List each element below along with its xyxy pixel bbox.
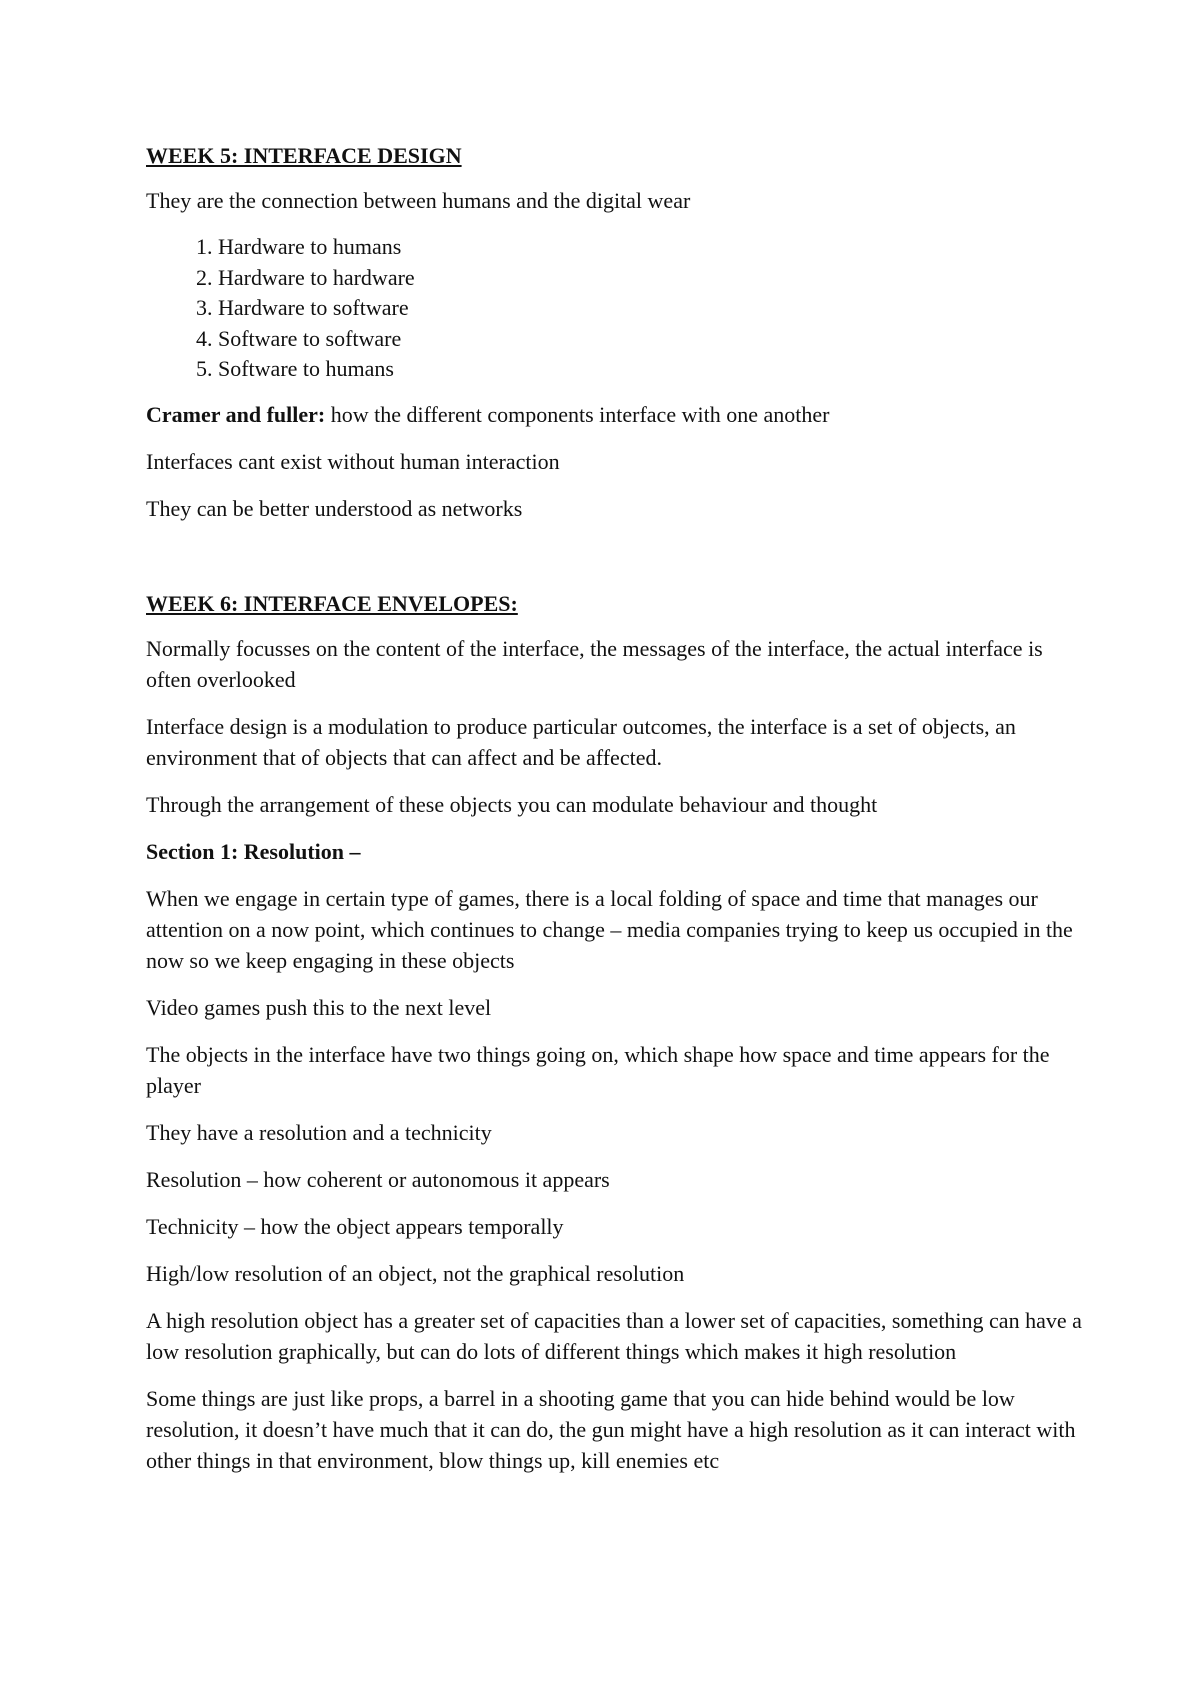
week5-paragraph: Interfaces cant exist without human interaction <box>146 448 560 474</box>
week5-heading: WEEK 5: INTERFACE DESIGN <box>146 143 462 168</box>
week6-paragraph: A high resolution object has a greater set of capacities than a lower set of capacities, something can have a low resolution graphically, but can do lots of different things which makes it high resolution <box>146 1307 1082 1364</box>
cramer-paragraph <box>146 399 1086 430</box>
list-item: 3. Hardware to software <box>218 293 1086 324</box>
interface-types-list <box>146 232 1086 385</box>
cramer-text: how the different components interface with one another <box>325 401 830 427</box>
section-gap <box>146 540 1086 588</box>
list-item: 5. Software to humans <box>218 354 1086 385</box>
week5-paragraph: They can be better understood as networks <box>146 495 523 521</box>
week6-paragraph: Video games push this to the next level <box>146 994 492 1020</box>
week6-paragraph: Technicity – how the object appears temporally <box>146 1213 564 1239</box>
week6-paragraph: They have a resolution and a technicity <box>146 1119 492 1145</box>
document-page <box>146 140 1086 1492</box>
week6-paragraph: Normally focusses on the content of the interface, the messages of the interface, the actual interface is often overlooked <box>146 635 1043 692</box>
week5-intro: They are the connection between humans and the digital wear <box>146 188 691 213</box>
list-item: 4. Software to software <box>218 324 1086 355</box>
list-item: 1. Hardware to humans <box>218 232 1086 263</box>
week6-paragraph: When we engage in certain type of games, there is a local folding of space and time that manages our attention on a now point, which continues to change – media companies trying to keep us occupied in the now so we keep engaging in these objects <box>146 885 1073 973</box>
week6-paragraph: Interface design is a modulation to produce particular outcomes, the interface is a set of objects, an environment that of objects that can affect and be affected. <box>146 713 1016 770</box>
week6-paragraph: High/low resolution of an object, not the graphical resolution <box>146 1260 685 1286</box>
week6-paragraph: Resolution – how coherent or autonomous it appears <box>146 1166 610 1192</box>
week6-paragraph: The objects in the interface have two things going on, which shape how space and time appears for the player <box>146 1041 1050 1098</box>
week6-paragraph: Some things are just like props, a barrel in a shooting game that you can hide behind would be low resolution, it doesn’t have much that it can do, the gun might have a high resolution as it can interact with other things in that environment, blow things up, kill enemies etc <box>146 1385 1076 1473</box>
section-1-heading: Section 1: Resolution – <box>146 838 361 864</box>
week6-paragraph: Through the arrangement of these objects you can modulate behaviour and thought <box>146 791 878 817</box>
list-item: 2. Hardware to hardware <box>218 263 1086 294</box>
week6-heading: WEEK 6: INTERFACE ENVELOPES: <box>146 590 518 616</box>
cramer-label: Cramer and fuller: <box>146 401 326 427</box>
